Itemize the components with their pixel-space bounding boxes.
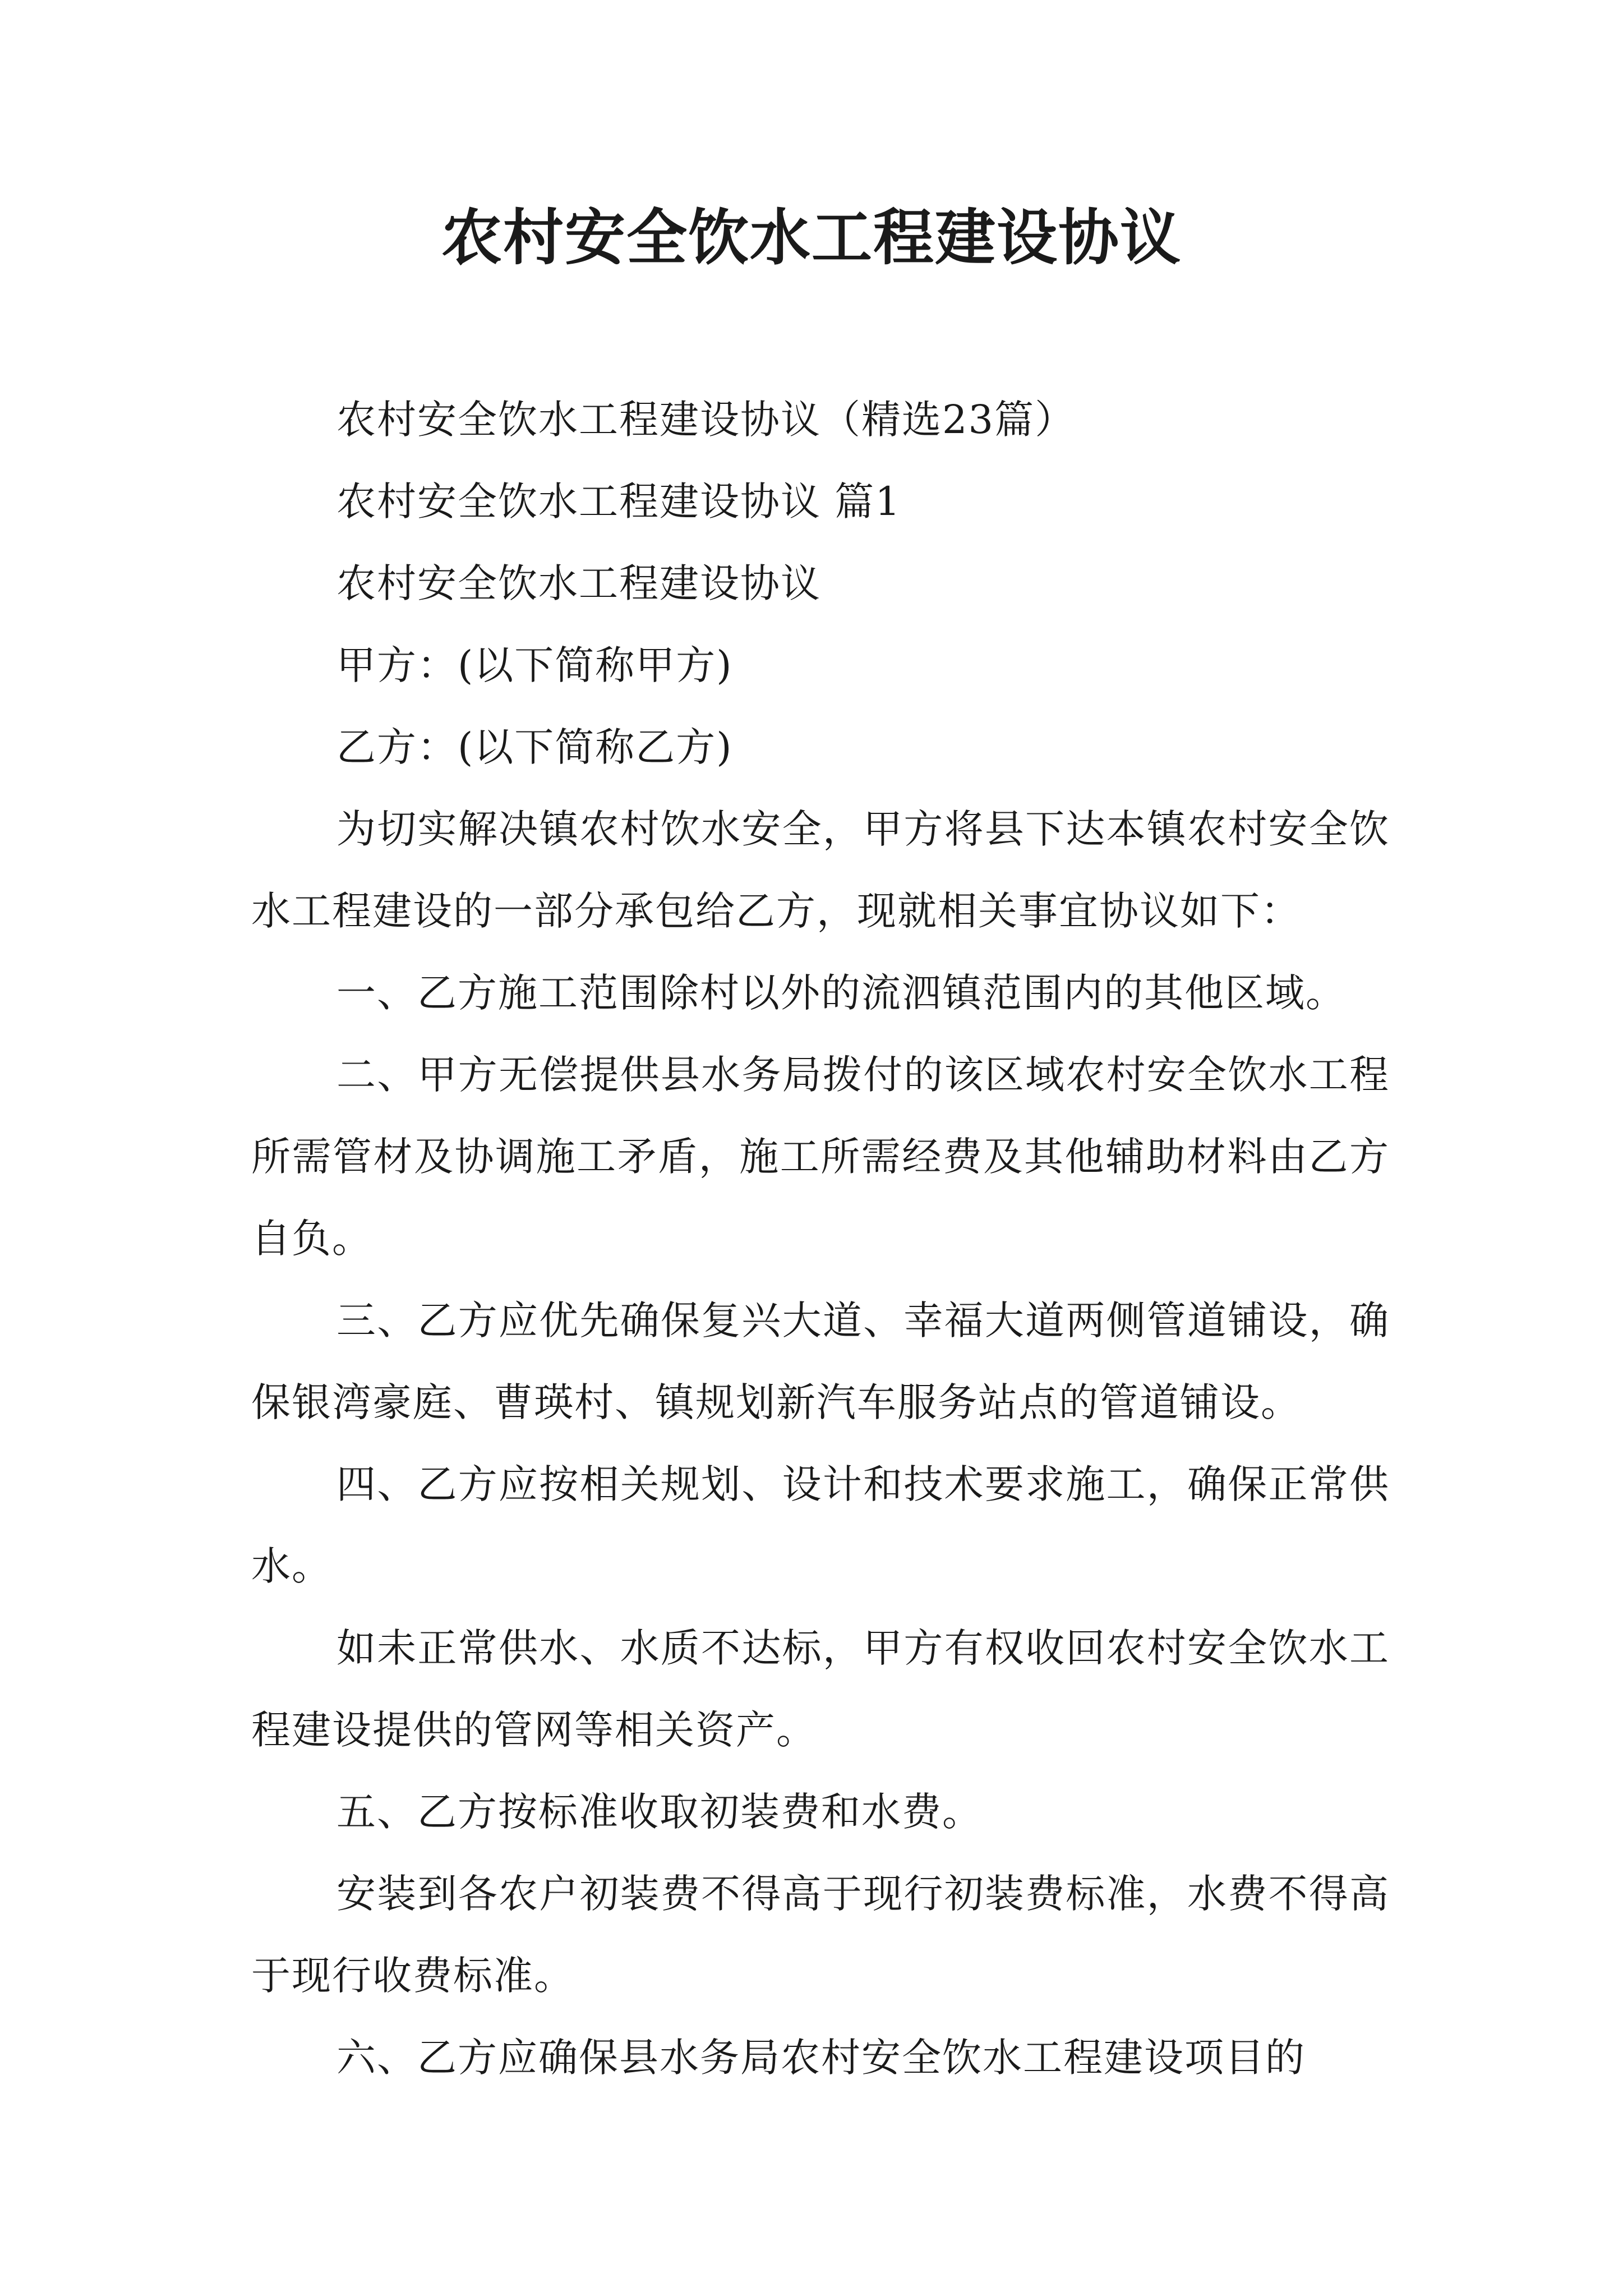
paragraph-preamble: 为切实解决镇农村饮水安全，甲方将县下达本镇农村安全饮水工程建设的一部分承包给乙方，现就相关事宜协议如下： bbox=[251, 806, 1390, 934]
document-title: 农村安全饮水工程建设协议 bbox=[441, 203, 1182, 273]
paragraph-clause-4-note: 如未正常供水、水质不达标，甲方有权收回农村安全饮水工程建设提供的管网等相关资产。 bbox=[251, 1625, 1390, 1753]
paragraph-clause-2: 二、甲方无偿提供县水务局拨付的该区域农村安全饮水工程所需管材及协调施工矛盾，施工所需经费及其他辅助材料由乙方自负。 bbox=[251, 1052, 1390, 1262]
paragraph-clause-5: 五、乙方按标准收取初装费和水费。 bbox=[336, 1789, 983, 1835]
paragraph-clause-1: 一、乙方施工范围除村以外的流泗镇范围内的其他区域。 bbox=[336, 970, 1346, 1016]
paragraph-party-a: 甲方：(以下简称甲方) bbox=[336, 642, 733, 688]
paragraph-clause-5-note: 安装到各农户初装费不得高于现行初装费标准，水费不得高于现行收费标准。 bbox=[251, 1871, 1390, 1999]
paragraph-section-heading: 农村安全饮水工程建设协议 篇1 bbox=[336, 478, 901, 524]
paragraph-agreement-name: 农村安全饮水工程建设协议 bbox=[336, 560, 821, 606]
paragraph-party-b: 乙方：(以下简称乙方) bbox=[336, 724, 733, 770]
paragraph-clause-4: 四、乙方应按相关规划、设计和技术要求施工，确保正常供水。 bbox=[251, 1461, 1390, 1589]
document-body bbox=[251, 379, 1390, 2099]
paragraph-clause-6: 六、乙方应确保县水务局农村安全饮水工程建设项目的 bbox=[336, 2035, 1306, 2081]
paragraph-clause-3: 三、乙方应优先确保复兴大道、幸福大道两侧管道铺设，确保银湾豪庭、曹瑛村、镇规划新汽车服务站点的管道铺设。 bbox=[251, 1297, 1390, 1425]
paragraph-subtitle: 农村安全饮水工程建设协议（精选23篇） bbox=[336, 397, 1076, 443]
